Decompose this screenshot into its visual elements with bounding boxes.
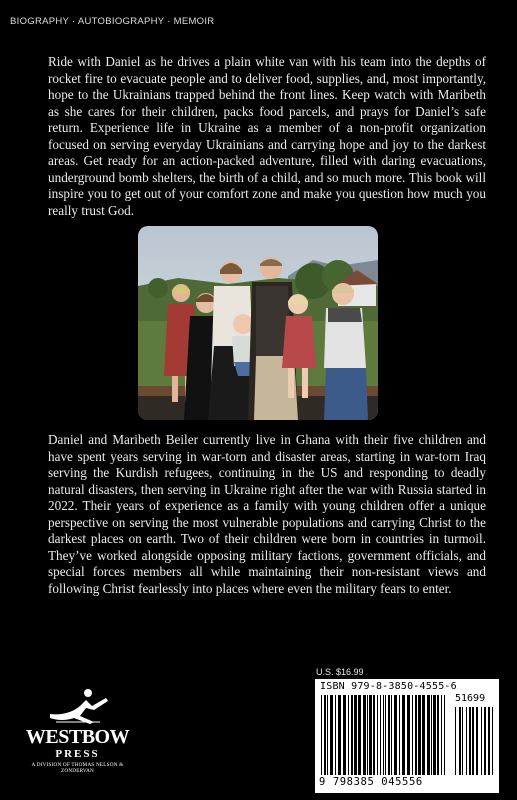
barcode-bar	[385, 695, 386, 775]
family-photo	[138, 226, 378, 420]
price-addon-code: 51699	[455, 693, 486, 704]
ean-number: 9 798385 045556	[319, 776, 423, 788]
barcode-bar	[412, 695, 413, 775]
barcode-bar	[433, 695, 436, 775]
isbn-barcode	[315, 679, 499, 793]
barcode-bar	[351, 695, 353, 775]
barcode-bar	[383, 695, 384, 775]
addon-bar	[462, 707, 463, 775]
barcode-bar	[422, 695, 425, 775]
publisher-logo	[20, 686, 135, 776]
barcode-bar	[358, 695, 361, 775]
barcode-bar	[373, 695, 375, 775]
book-blurb: Ride with Daniel as he drives a plain white van with his team into the depths of rocket fire to evacuate people and to deliver food, supplies, and, most importantly, hope to the Ukrainians trapped behind the front lines. Keep watch with Maribeth as she cares for their children, packs food parcels, and prays for Daniel’s safe return. Experience life in Ukraine as a member of a non-profit organization focused on serving everyday Ukrainians and carrying hope and joy to the darkest areas. Get ready for an action-packed adventure, filled with daring evacuations, underground bomb shelters, the birth of a child, and so much more. This book will inspire you to get out of your comfort zone and make you question how much you really trust God.	[48, 54, 486, 218]
addon-bar	[459, 707, 461, 775]
publisher-name: WESTBOW	[25, 726, 130, 748]
barcode-bar	[418, 695, 421, 775]
barcode-bar	[343, 695, 346, 775]
barcode-bar	[377, 695, 378, 775]
family-photo-illustration	[138, 226, 378, 420]
publisher-press: PRESS	[55, 748, 100, 760]
barcode-bar	[369, 695, 372, 775]
addon-bar	[466, 707, 467, 775]
addon-bar	[469, 707, 471, 775]
barcode-bar	[388, 695, 390, 775]
barcode-bar	[330, 695, 333, 775]
barcode-bar	[394, 695, 397, 775]
price-label: U.S. $16.99	[316, 667, 364, 677]
barcode-bar	[437, 695, 439, 775]
barcode-bar	[399, 695, 400, 775]
barcode-bar	[367, 695, 368, 775]
barcode-bar	[324, 695, 326, 775]
addon-bar	[472, 707, 474, 775]
author-bio: Daniel and Maribeth Beiler currently live in Ghana with their five children and have spent years serving in war-torn and disaster areas, starting in war-torn Iraq serving the Kurdish refugees, continuing in the US and responding to deadly natural disasters, then serving in Ukraine right after the war with Russia started in 2022. Their years of experience as a family with young children offer a unique perspective on serving the most vulnerable populations and carrying Christ to the darkest places on earth. Two of their children were born in countries in turmoil. They’ve worked alongside opposing military factions, government officials, and special forces members all while maintaining their non-resistant views and following Christ fearlessly into places where even the military fears to enter.	[48, 432, 486, 596]
barcode-bar	[427, 695, 430, 775]
barcode-bar	[380, 695, 381, 775]
barcode-bar	[402, 695, 405, 775]
category-label: BIOGRAPHY · AUTOBIOGRAPHY · MEMOIR	[10, 16, 215, 27]
addon-bar	[484, 707, 486, 775]
addon-bar	[481, 707, 482, 775]
barcode-bar	[363, 695, 366, 775]
barcode-bar	[321, 695, 322, 775]
addon-bar	[488, 707, 490, 775]
barcode-bar	[415, 695, 417, 775]
barcode-bar	[391, 695, 392, 775]
publisher-division: A DIVISION OF THOMAS NELSON & ZONDERVAN	[31, 762, 124, 775]
barcode-bar	[348, 695, 349, 775]
runner-icon	[20, 686, 135, 726]
addon-bar	[455, 707, 456, 775]
addon-bar	[476, 707, 478, 775]
barcode-bar	[407, 695, 410, 775]
barcode-bar	[327, 695, 328, 775]
barcode-bar	[431, 695, 432, 775]
barcode-bar	[335, 695, 336, 775]
barcode-bar	[354, 695, 357, 775]
barcode-bar	[444, 695, 445, 775]
isbn-number: ISBN 979-8-3850-4555-6	[320, 681, 457, 692]
barcode-bar	[441, 695, 442, 775]
barcode-bar	[338, 695, 341, 775]
addon-bar	[492, 707, 493, 775]
